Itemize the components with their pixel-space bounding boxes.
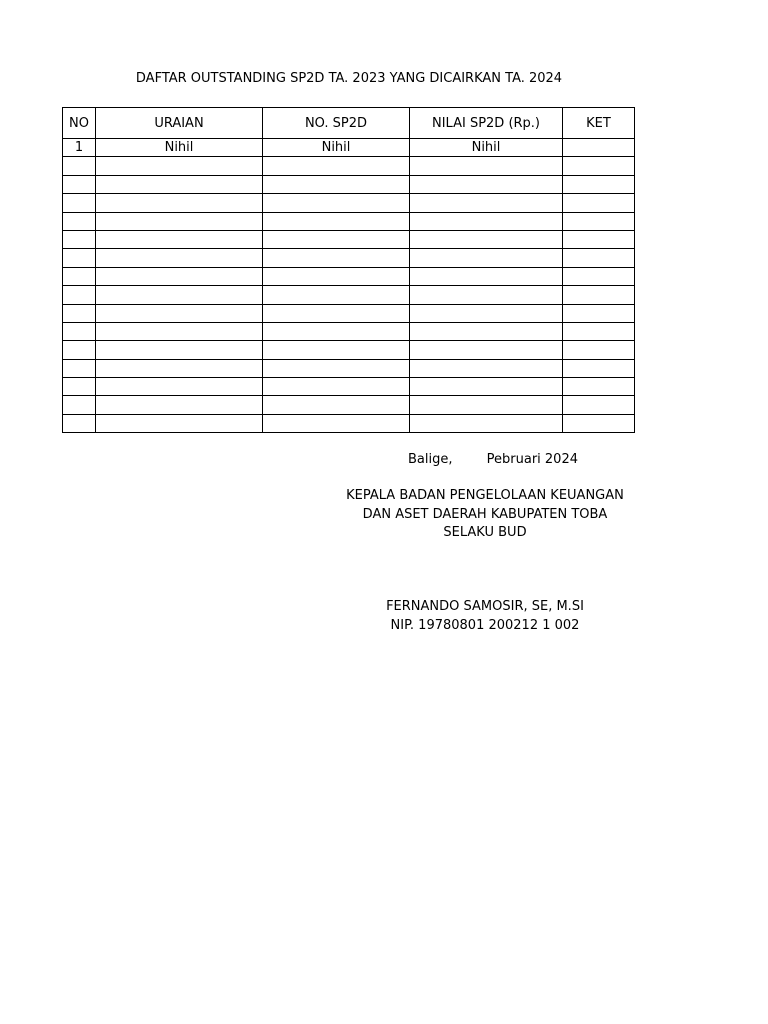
cell-uraian [96,212,263,230]
cell-uraian [96,286,263,304]
cell-no [63,267,96,285]
cell-ket [563,157,635,175]
cell-ket [563,359,635,377]
cell-uraian [96,175,263,193]
cell-ket [563,194,635,212]
cell-no [63,414,96,432]
cell-uraian [96,341,263,359]
cell-no-sp2d [263,267,410,285]
header-ket: KET [563,108,635,139]
cell-nilai-sp2d [410,212,563,230]
cell-no-sp2d [263,286,410,304]
cell-no [63,341,96,359]
table-row [63,249,635,267]
cell-uraian [96,194,263,212]
table-row [63,139,635,157]
cell-ket [563,414,635,432]
place-date [408,451,578,469]
cell-ket [563,304,635,322]
signature-position-line1: KEPALA BADAN PENGELOLAAN KEUANGAN [346,488,624,503]
cell-nilai-sp2d [410,378,563,396]
cell-no [63,249,96,267]
cell-uraian [96,230,263,248]
cell-nilai-sp2d [410,175,563,193]
cell-uraian [96,157,263,175]
cell-no [63,359,96,377]
table-row [63,304,635,322]
signature-place: Balige, [408,452,453,467]
cell-no: 1 [63,139,96,157]
cell-nilai-sp2d [410,286,563,304]
cell-nilai-sp2d [410,414,563,432]
cell-no [63,194,96,212]
table-body [63,139,635,433]
table-row [63,359,635,377]
cell-nilai-sp2d [410,194,563,212]
cell-no-sp2d [263,414,410,432]
cell-no [63,304,96,322]
cell-nilai-sp2d [410,341,563,359]
table-row [63,230,635,248]
cell-no-sp2d [263,175,410,193]
cell-no [63,396,96,414]
header-no-sp2d: NO. SP2D [263,108,410,139]
cell-ket [563,230,635,248]
cell-nilai-sp2d [410,304,563,322]
cell-ket [563,378,635,396]
cell-no [63,175,96,193]
header-uraian: URAIAN [96,108,263,139]
cell-ket [563,322,635,340]
cell-no-sp2d [263,378,410,396]
cell-ket [563,249,635,267]
cell-uraian [96,322,263,340]
cell-nilai-sp2d [410,322,563,340]
signature-position-line2: DAN ASET DAERAH KABUPATEN TOBA [362,507,608,522]
cell-no-sp2d [263,341,410,359]
document-title: DAFTAR OUTSTANDING SP2D TA. 2023 YANG DICAIRKAN TA. 2024 [135,71,563,86]
cell-ket [563,396,635,414]
cell-no [63,230,96,248]
table-row [63,286,635,304]
cell-nilai-sp2d [410,230,563,248]
cell-uraian [96,396,263,414]
cell-no-sp2d [263,396,410,414]
cell-nilai-sp2d [410,396,563,414]
table-row [63,157,635,175]
signature-date: Pebruari 2024 [486,452,578,467]
cell-nilai-sp2d [410,267,563,285]
cell-no [63,286,96,304]
cell-no [63,157,96,175]
cell-no-sp2d [263,304,410,322]
cell-uraian [96,304,263,322]
table-row [63,194,635,212]
signatory-nip: NIP. 19780801 200212 1 002 [390,618,580,633]
cell-no-sp2d [263,249,410,267]
cell-ket [563,212,635,230]
cell-ket [563,139,635,157]
cell-uraian [96,414,263,432]
cell-no-sp2d [263,194,410,212]
cell-uraian [96,359,263,377]
table-row [63,341,635,359]
table-row [63,378,635,396]
header-no: NO [63,108,96,139]
table-row [63,396,635,414]
cell-no-sp2d: Nihil [263,139,410,157]
cell-ket [563,286,635,304]
cell-no [63,322,96,340]
cell-no-sp2d [263,157,410,175]
cell-nilai-sp2d [410,157,563,175]
cell-ket [563,267,635,285]
signatory-name: FERNANDO SAMOSIR, SE, M.SI [386,599,584,614]
cell-ket [563,175,635,193]
cell-nilai-sp2d [410,249,563,267]
cell-uraian: Nihil [96,139,263,157]
table-row [63,175,635,193]
signature-position-line3: SELAKU BUD [443,525,527,540]
table-header-row [63,108,635,139]
table-row [63,212,635,230]
cell-ket [563,341,635,359]
table-row [63,414,635,432]
cell-no-sp2d [263,359,410,377]
cell-nilai-sp2d: Nihil [410,139,563,157]
table-row [63,322,635,340]
cell-uraian [96,249,263,267]
sp2d-table [62,107,635,433]
cell-no-sp2d [263,212,410,230]
cell-uraian [96,378,263,396]
cell-no [63,378,96,396]
cell-no-sp2d [263,230,410,248]
cell-uraian [96,267,263,285]
cell-nilai-sp2d [410,359,563,377]
cell-no-sp2d [263,322,410,340]
header-nilai-sp2d: NILAI SP2D (Rp.) [410,108,563,139]
table-row [63,267,635,285]
cell-no [63,212,96,230]
